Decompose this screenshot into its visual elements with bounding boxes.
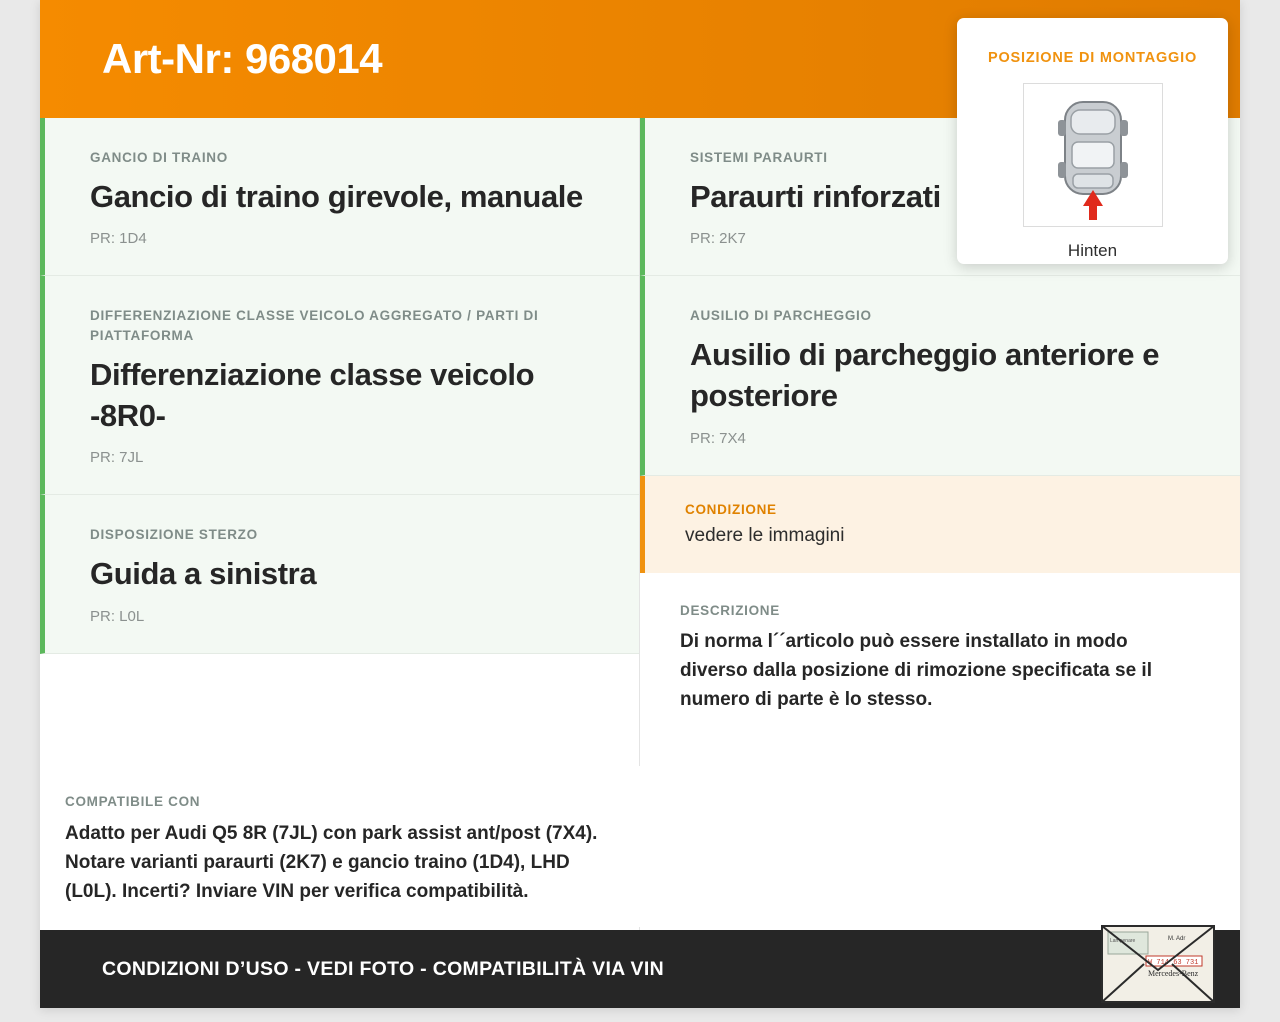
spec-pr-code: PR: 1D4 xyxy=(90,230,147,248)
compatibility-text: Adatto per Audi Q5 8R (7JL) con park assist ant/post (7X4). Notare varianti paraurti (2K7) e gancio traino (1D4), LHD (L0L). Incerti? Inviare VIN per verifica compatibilità. xyxy=(65,823,598,902)
svg-text:M. Adr: M. Adr xyxy=(1168,936,1186,942)
spec-label: GANCIO DI TRAINO xyxy=(90,150,228,165)
spec-item xyxy=(640,276,1240,475)
spec-value: Differenziazione classe veicolo -8R0- xyxy=(90,356,535,433)
envelope-stamp-image xyxy=(1098,924,1218,1008)
spec-pr-code: PR: 7JL xyxy=(90,449,144,467)
spec-label: AUSILIO DI PARCHEGGIO xyxy=(690,308,872,324)
spec-label: DIFFERENZIAZIONE CLASSE VEICOLO AGGREGATO / PARTI DI PIATTAFORMA xyxy=(90,308,539,344)
footer-text: CONDIZIONI D’USO - VEDI FOTO - COMPATIBILITÀ VIA VIN xyxy=(102,957,664,980)
mounting-position-caption: Hinten xyxy=(1067,241,1118,260)
spec-item xyxy=(40,276,639,495)
description-text: Di norma l´´articolo può essere installato in modo diverso dalla posizione di rimozione specificata se il numero di parte è lo stesso. xyxy=(680,630,1152,710)
footer-bar xyxy=(40,930,1240,1008)
spec-pr-code: PR: 2K7 xyxy=(690,230,746,248)
spec-label: SISTEMI PARAURTI xyxy=(690,150,828,165)
spec-value: Ausilio di parcheggio anteriore e posteriore xyxy=(690,337,1160,413)
car-top-view-rear-arrow-icon xyxy=(1023,83,1163,227)
description-label: DESCRIZIONE xyxy=(680,602,780,618)
compatibility-block xyxy=(40,766,640,927)
svg-text:Lampenare: Lampenare xyxy=(1110,938,1136,944)
condition-block xyxy=(640,476,1240,573)
condition-label: CONDIZIONE xyxy=(685,501,777,517)
page-title: Art-Nr: 968014 xyxy=(102,35,383,82)
spec-item xyxy=(40,118,639,276)
description-block xyxy=(640,573,1240,735)
mounting-position-card xyxy=(957,18,1228,264)
condition-value: vedere le immagini xyxy=(685,524,845,546)
mounting-position-title: POSIZIONE DI MONTAGGIO xyxy=(987,50,1198,66)
spec-pr-code: PR: 7X4 xyxy=(690,429,746,447)
spec-item xyxy=(40,495,639,653)
svg-text:W 714 63 731: W 714 63 731 xyxy=(1148,959,1199,967)
spec-value: Gancio di traino girevole, manuale xyxy=(90,178,583,214)
spec-pr-code: PR: L0L xyxy=(90,607,145,625)
spec-value: Paraurti rinforzati xyxy=(690,178,941,214)
spec-value: Guida a sinistra xyxy=(90,555,317,591)
spec-label: DISPOSIZIONE STERZO xyxy=(90,527,258,543)
svg-text:Mercedes-Benz: Mercedes-Benz xyxy=(1148,969,1199,978)
compatibility-label: COMPATIBILE CON xyxy=(65,794,201,809)
